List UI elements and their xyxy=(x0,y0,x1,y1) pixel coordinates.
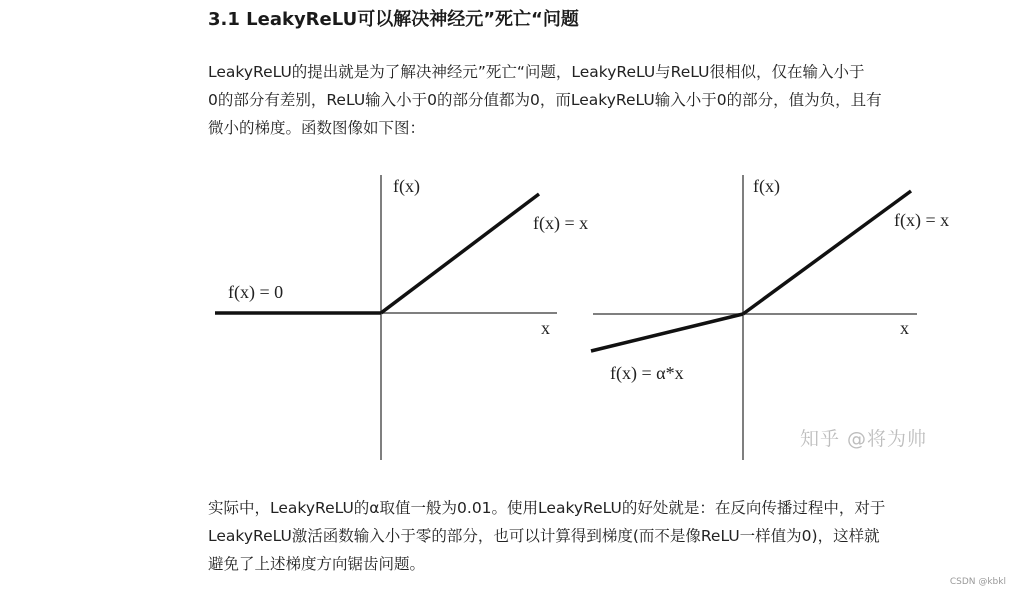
leaky-neg-segment xyxy=(591,314,743,351)
intro-paragraph: LeakyReLU的提出就是为了解决神经元”死亡“问题，LeakyReLU与ReLU很相似，仅在输入小于 0的部分有差别，ReLU输入小于0的部分值都为0，而LeakyReLU输入小于0的部分，值为负，且有 微小的梯度。函数图像如下图： xyxy=(208,63,882,137)
footer-credit: CSDN @kbkl xyxy=(949,577,1006,587)
leaky-pos-label: f(x) = x xyxy=(894,210,950,230)
section-heading: 3.1 LeakyReLU可以解决神经元”死亡“问题 xyxy=(208,9,579,30)
relu-neg-label: f(x) = 0 xyxy=(228,282,284,302)
relu-pos-segment xyxy=(381,194,539,313)
leaky-pos-segment xyxy=(743,191,911,314)
relu-plot xyxy=(215,175,588,460)
conclusion-paragraph: 实际中，LeakyReLU的α取值一般为0.01。使用LeakyReLU的好处就是：在反向传播过程中，对于 LeakyReLU激活函数输入小于零的部分，也可以计算得到梯度(而不是像ReLU一样值为0)，这样就 避免了上述梯度方向锯齿问题。 xyxy=(208,499,886,573)
watermark: 知乎 @将为帅 xyxy=(800,428,928,450)
leaky-neg-label: f(x) = α*x xyxy=(610,363,684,383)
leaky-relu-plot xyxy=(591,175,949,460)
relu-pos-label: f(x) = x xyxy=(533,213,589,233)
relu-x-axis-label: x xyxy=(541,318,550,338)
leaky-y-axis-label: f(x) xyxy=(753,176,780,196)
leaky-x-axis-label: x xyxy=(900,318,909,338)
relu-y-axis-label: f(x) xyxy=(393,176,420,196)
